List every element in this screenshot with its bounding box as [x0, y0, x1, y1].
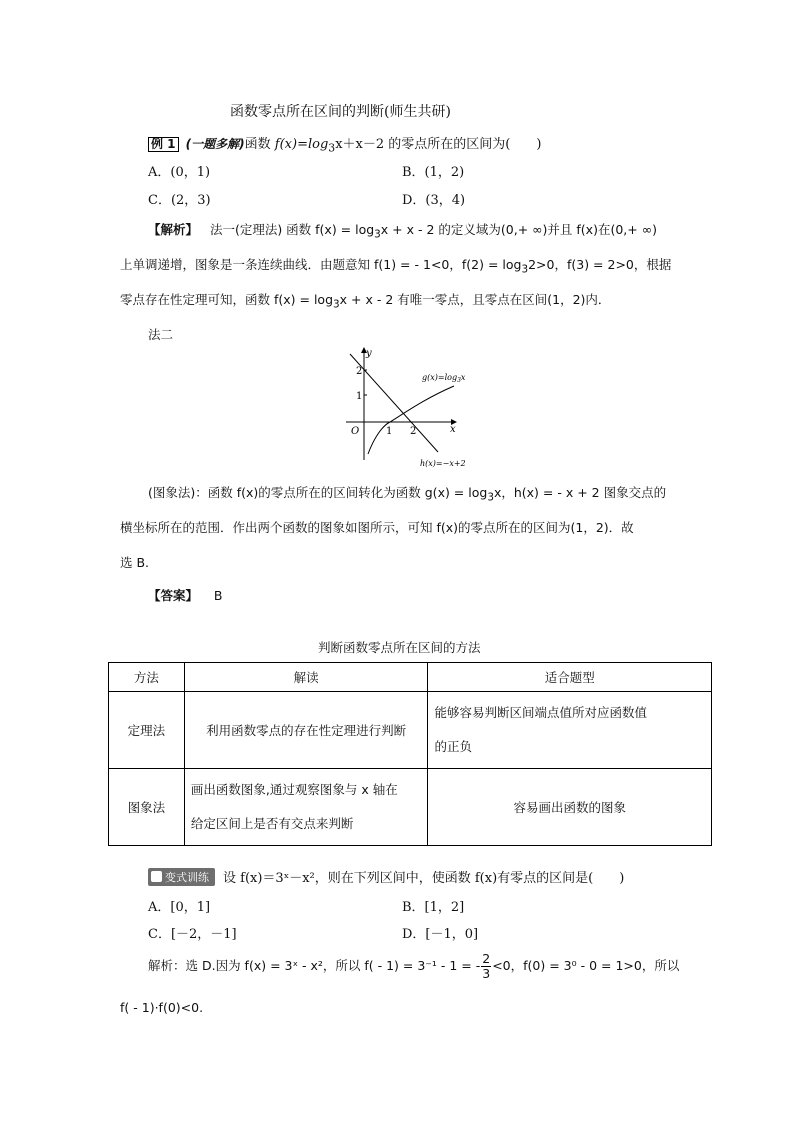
example-tag: (一题多解) [185, 137, 245, 151]
analysis-line-4: (图象法)：函数 f(x)的零点所在的区间转化为函数 $g(x) = \log_3x$，h(x) = - x + 2 图象交点的 [148, 485, 667, 504]
header-method: 方法 [109, 663, 185, 692]
row1-method: 定理法 [109, 692, 185, 769]
function-graph [336, 342, 486, 470]
analysis-line-6: 选 B. [120, 555, 150, 570]
h-label: h(x)=−x+2 [420, 459, 466, 468]
practice-solution-line-2: f( - 1)·f(0)<0. [120, 1000, 204, 1015]
tick-y2-label: 2 [356, 366, 363, 377]
practice-option-b: B．[1，2] [402, 900, 465, 915]
analysis-line-1: 【解析】 法一(定理法) 函数 $f(x) = \log_3x + x - 2$ 的定义域为(0,+ ∞)并且 f(x)在(0,+ ∞) [148, 222, 657, 241]
pencil-icon [151, 871, 162, 882]
analysis-line-5: 横坐标所在的范围．作出两个函数的图象如图所示，可知 f(x)的零点所在的区间为(1，2)．故 [120, 520, 634, 535]
row2-method: 图象法 [109, 769, 185, 846]
practice-solution-line-1: 解析：选 D.因为 f(x) = 3ˣ - x²，所以 f( - 1) = 3⁻¹ - 1 = - $\frac{2}{3}$ <0，f(0) = 3⁰ - 0 = 1>0，所以 [148, 951, 680, 981]
answer-line [148, 586, 223, 604]
method-two-label: 法二 [148, 327, 174, 342]
example-question [148, 133, 541, 155]
header-reading: 解读 [184, 663, 428, 692]
tick-y1-label: 1 [356, 391, 363, 402]
analysis-line-3: 零点存在性定理可知，函数 $f(x) = \log_3x + x - 2$ 有唯一零点，且零点在区间(1，2)内． [120, 292, 611, 311]
row2-reading: 画出函数图象,通过观察图象与 x 轴在 给定区间上是否有交点来判断 [184, 769, 428, 846]
line-h [350, 354, 438, 452]
analysis-line-2: 上单调递增，图象是一条连续曲线．由题意知 f(1) = - 1<0，$f(2) = \log_32>0$，f(3) = 2>0，根据 [120, 257, 672, 276]
question-rest: x＋x－2 的零点所在的区间为( ) [335, 137, 542, 152]
option-a: A．(0，1) [148, 165, 211, 180]
table-row [109, 692, 712, 769]
example-badge: 例 1 [148, 137, 179, 152]
table-row [109, 769, 712, 846]
x-axis-label: x [450, 424, 456, 435]
question-prefix: 函数 [244, 137, 275, 152]
header-type: 适合题型 [428, 663, 712, 692]
practice-option-d: D．[－1，0] [402, 927, 479, 942]
analysis-label: 【解析】 [148, 222, 199, 237]
y-axis-label: y [366, 348, 372, 359]
section-title: 函数零点所在区间的判断(师生共研) [230, 104, 451, 120]
row1-reading: 利用函数零点的存在性定理进行判断 [184, 692, 428, 769]
practice-question [148, 867, 624, 886]
practice-option-a: A．[0，1] [148, 900, 211, 915]
fraction: $\frac{2}{3}$ [482, 951, 491, 981]
practice-option-c: C．[－2，－1] [148, 927, 237, 942]
question-func: f(x)=log [274, 137, 329, 152]
practice-text: 设 f(x)＝3ˣ－x²，则在下列区间中，使函数 f(x)有零点的区间是( ) [223, 871, 625, 886]
tick-x2-label: 2 [410, 426, 417, 437]
practice-badge: 变式训练 [148, 868, 215, 886]
table-header-row [109, 663, 712, 692]
row1-type: 能够容易判断区间端点值所对应函数值 的正负 [428, 692, 712, 769]
option-d: D．(3，4) [402, 193, 466, 208]
tick-x1-label: 1 [386, 426, 393, 437]
question-base: 3 [328, 141, 336, 155]
method-table [108, 662, 712, 846]
origin-label: O [351, 426, 360, 437]
option-c: C．(2，3) [148, 193, 211, 208]
row2-type: 容易画出函数的图象 [428, 769, 712, 846]
table-title: 判断函数零点所在区间的方法 [318, 640, 481, 655]
curve-g [368, 386, 454, 454]
option-b: B．(1，2) [402, 165, 465, 180]
answer-value: B [213, 588, 223, 603]
answer-label: 【答案】 [148, 588, 199, 603]
g-label: $g(x)=\log_3x$ [422, 373, 466, 384]
